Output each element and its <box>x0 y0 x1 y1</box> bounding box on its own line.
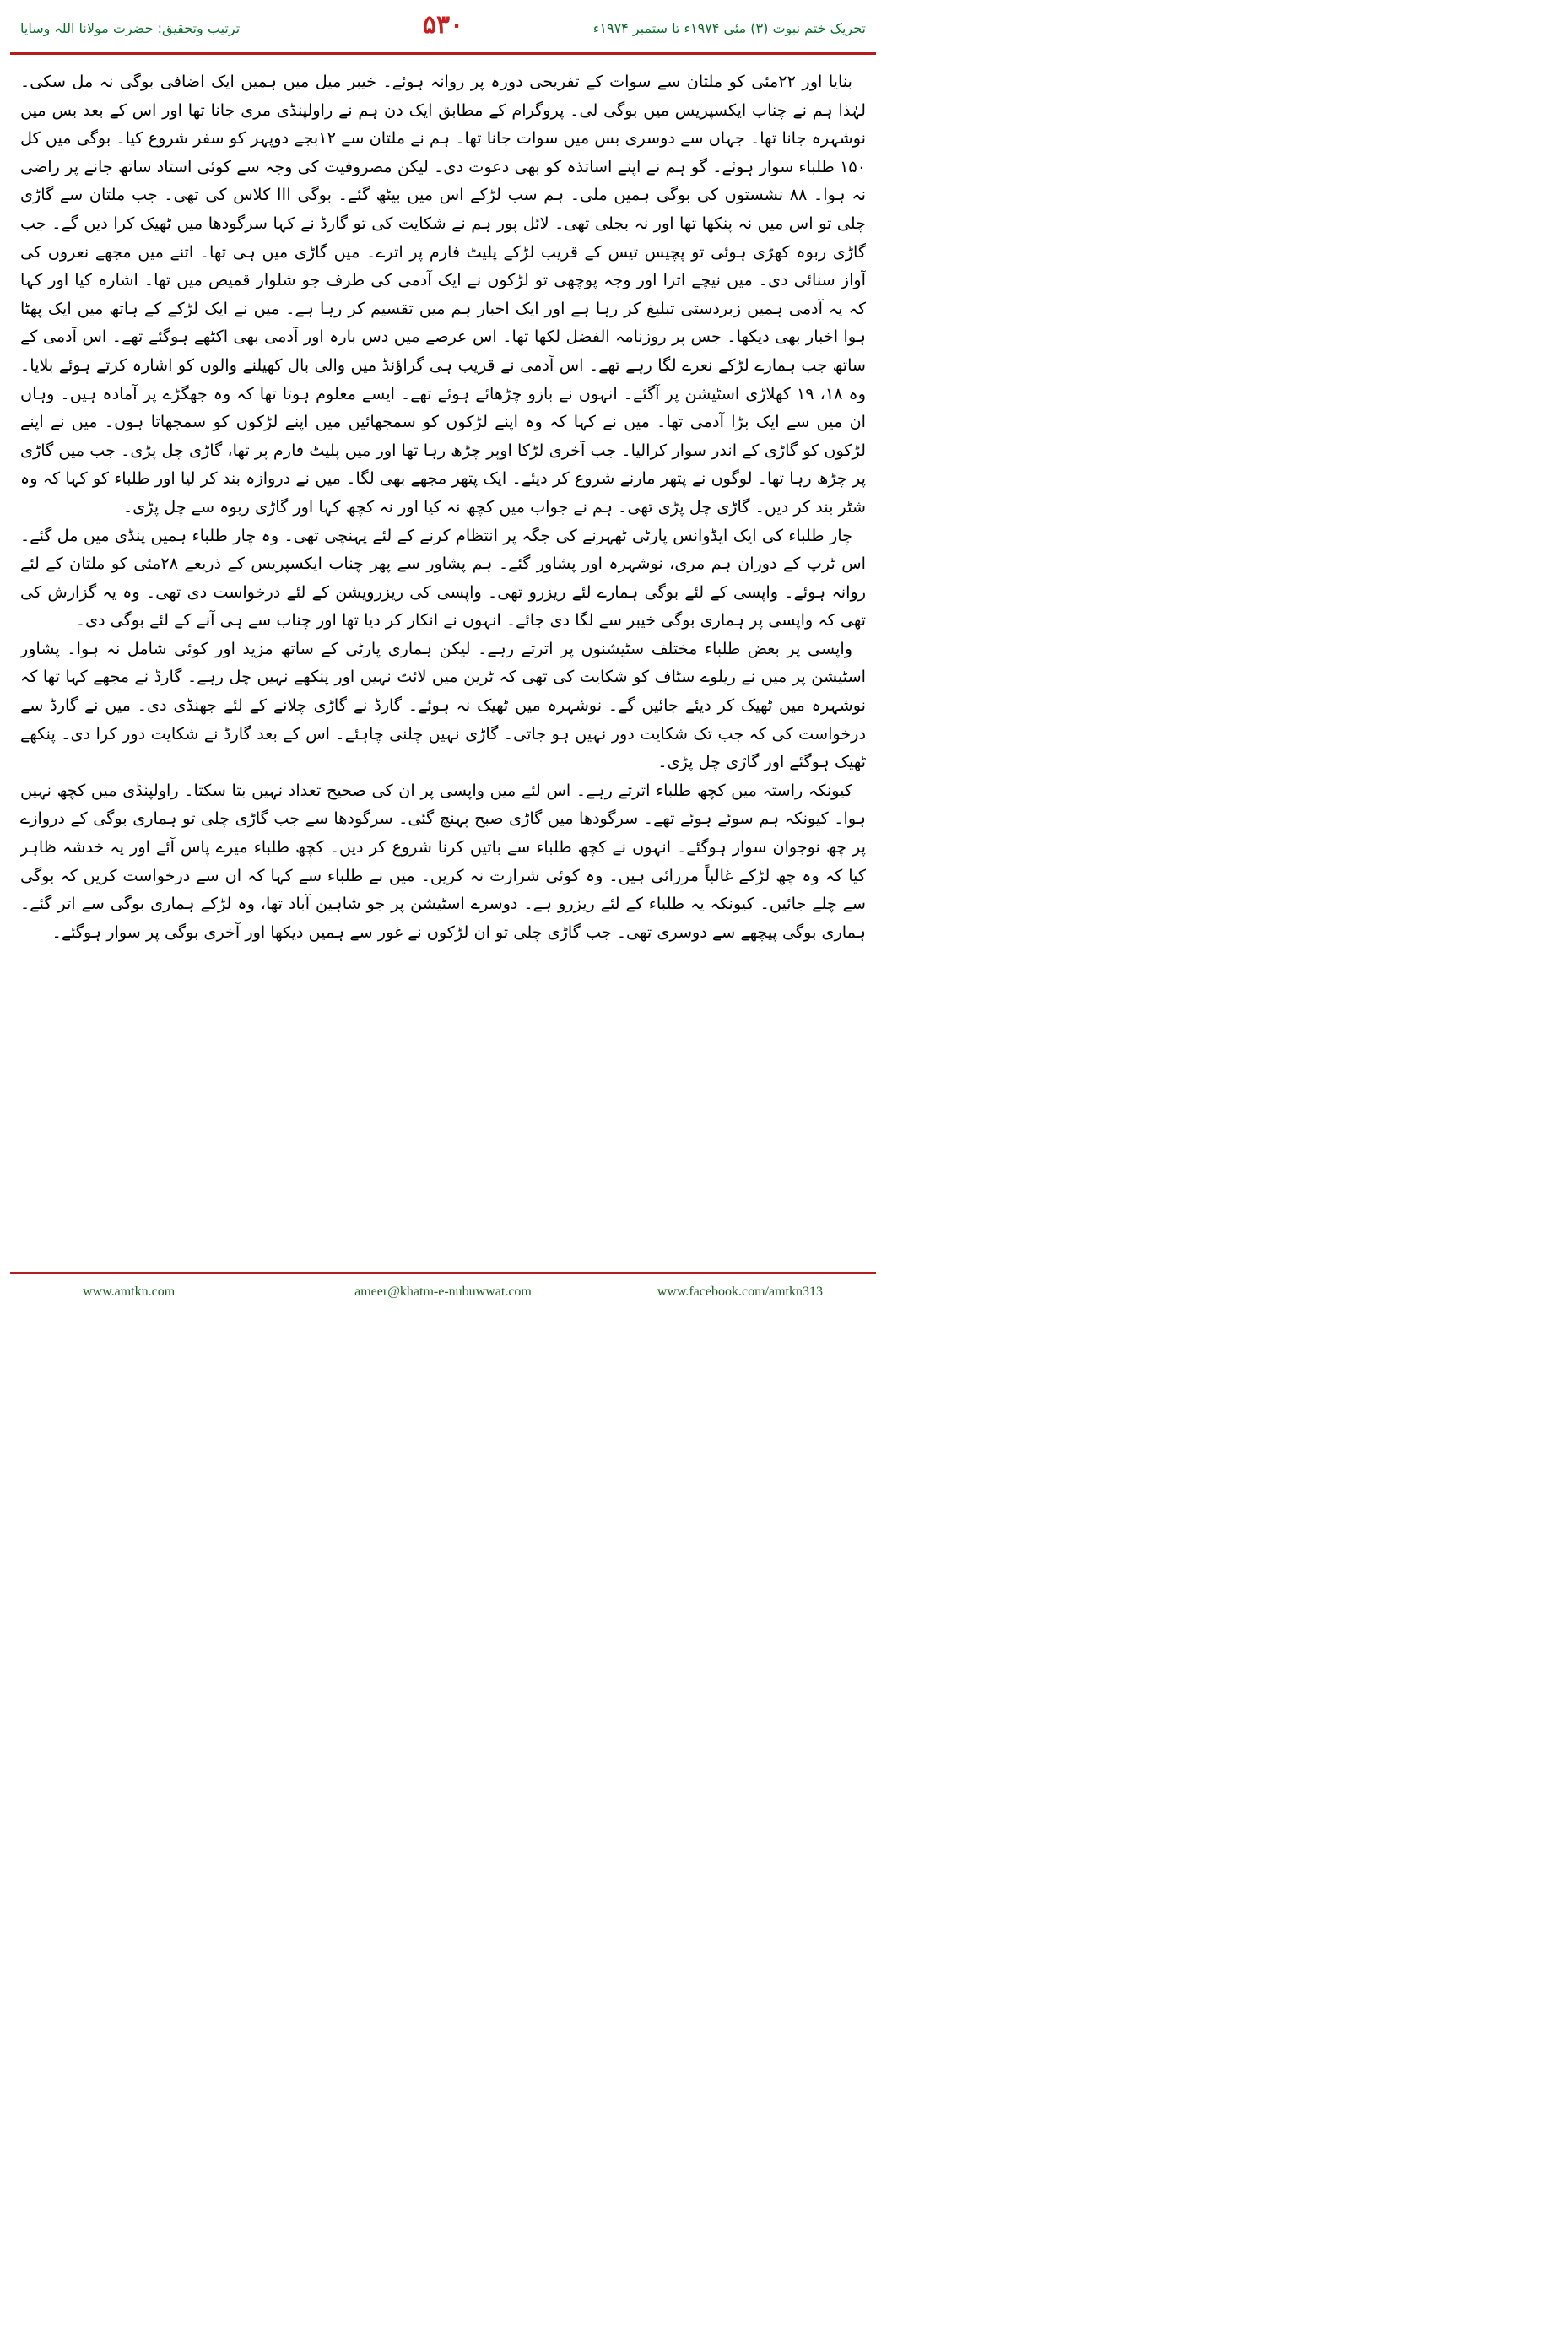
book-title: تحریک ختم نبوت (۳) مئی ۱۹۷۴ء تا ستمبر ۱۹۷۴ء <box>592 20 866 36</box>
page-body <box>20 68 866 1266</box>
page-header <box>0 0 886 51</box>
compiler-credit: ترتیب وتحقیق: حضرت مولانا اللہ وسایا <box>20 20 241 36</box>
facebook-link[interactable]: www.facebook.com/amtkn313 <box>657 1285 823 1299</box>
footer-divider <box>10 1272 876 1274</box>
paragraph: بنایا اور ۲۲مئی کو ملتان سے سوات کے تفریحی دورہ پر روانہ ہوئے۔ خیبر میل میں ہمیں ایک اضافی بوگی نہ مل سکی۔ لہٰذا ہم نے چناب ایکسپریس میں بوگی لی۔ پروگرام کے مطابق ایک دن ہم نے راولپنڈی مری جانا تھا اور اس کے بعد بس میں نوشہرہ جانا تھا۔ جہاں سے دوسری بس میں سوات جانا تھا۔ ہم نے ملتان سے ۱۲بجے دوپہر کو سفر شروع کیا۔ بوگی میں کل ۱۵۰ طلباء سوار ہوئے۔ گو ہم نے اپنے اساتذہ کو بھی دعوت دی۔ لیکن مصروفیت کی وجہ سے کوئی استاد ساتھ جانے پر راضی نہ ہوا۔ ۸۸ نشستوں کی بوگی ہمیں ملی۔ ہم سب لڑکے اس میں بیٹھ گئے۔ بوگی III کلاس کی تھی۔ جب ملتان سے گاڑی چلی تو اس میں نہ پنکھا تھا اور نہ بجلی تھی۔ لائل پور ہم نے شکایت کی تو گارڈ نے کہا سرگودھا میں ٹھیک کرا دیں گے۔ جب گاڑی ربوہ کھڑی ہوئی تو پچیس تیس کے قریب لڑکے پلیٹ فارم پر اترے۔ میں گاڑی میں ہی تھا۔ اتنے میں مجھے نعروں کی آواز سنائی دی۔ میں نیچے اترا اور وجہ پوچھی تو لڑکوں نے ایک آدمی کی طرف جو شلوار قمیص میں تھا۔ اشارہ کیا اور کہا کہ یہ آدمی ہمیں زبردستی تبلیغ کر رہا ہے اور ایک اخبار ہم میں تقسیم کر رہا ہے۔ میں نے ایک لڑکے کے ہاتھ میں ایک پھٹا ہوا اخبار بھی دیکھا۔ جس پر روزنامہ الفضل لکھا تھا۔ اس عرصے میں دس بارہ اور آدمی بھی اکٹھے ہوگئے تھے۔ اس آدمی کے ساتھ جب ہمارے لڑکے نعرے لگا رہے تھے۔ اس آدمی نے قریب ہی گراؤنڈ میں والی بال کھیلنے والوں کو اشارہ کرتے ہوئے بلایا۔ وہ ۱۸، ۱۹ کھلاڑی اسٹیشن پر آگئے۔ انہوں نے بازو چڑھائے ہوئے تھے۔ ایسے معلوم ہوتا تھا کہ وہ جھگڑے پر آمادہ ہیں۔ وہاں ان میں سے ایک بڑا آدمی تھا۔ میں نے کہا کہ وہ اپنے لڑکوں کو سمجھائیں میں اپنے لڑکوں کو سمجھاتا ہوں۔ میں نے اپنے لڑکوں کو گاڑی کے اندر سوار کرالیا۔ جب آخری لڑکا اوپر چڑھ رہا تھا اور میں پلیٹ فارم پر تھا، گاڑی چل پڑی۔ جب میں گاڑی پر چڑھ رہا تھا۔ لوگوں نے پتھر مارنے شروع کر دیئے۔ ایک پتھر مجھے بھی لگا۔ میں نے دروازہ بند کر لیا اور طلباء کو کہا کہ وہ شٹر بند کر دیں۔ گاڑی چل پڑی تھی۔ ہم نے جواب میں کچھ نہ کیا اور نہ کچھ کہا اور گاڑی ربوہ سے چل پڑی۔ <box>20 72 866 517</box>
email-link[interactable]: ameer@khatm-e-nubuwwat.com <box>354 1285 532 1299</box>
paragraph: چار طلباء کی ایک ایڈوانس پارٹی ٹھہرنے کی جگہ پر انتظام کرنے کے لئے پہنچی تھی۔ وہ چار طلباء ہمیں پنڈی میں مل گئے۔ اس ٹرپ کے دوران ہم مری، نوشہرہ اور پشاور گئے۔ ہم پشاور سے پھر چناب ایکسپریس کے ذریعے ۲۸مئی کو ملتان کے لئے روانہ ہوئے۔ واپسی کے لئے بوگی ہمارے لئے ریزرو تھی۔ واپسی کی ریزرویشن کے لئے درخواست دی تھی۔ وہ یہ گزارش کی تھی کہ واپسی پر ہماری بوگی خیبر سے لگا دی جائے۔ انہوں نے انکار کر دیا تھا اور چناب سے ہی آنے کے لئے بوگی دی۔ <box>20 525 866 630</box>
paragraph: کیونکہ راستہ میں کچھ طلباء اترتے رہے۔ اس لئے میں واپسی پر ان کی صحیح تعداد نہیں بتا سکتا۔ راولپنڈی میں کچھ نہیں ہوا۔ کیونکہ ہم سوئے ہوئے تھے۔ سرگودھا میں گاڑی صبح پہنچ گئی۔ سرگودھا سے جب گاڑی چلی تو ہماری بوگی کے دروازے پر چھ نوجوان سوار ہوگئے۔ انہوں نے کچھ طلباء سے باتیں کرنا شروع کر دیں۔ کچھ طلباء میرے پاس آئے اور یہ خدشہ ظاہر کیا کہ وہ چھ لڑکے غالباً مرزائی ہیں۔ وہ کوئی شرارت نہ کریں۔ میں نے طلباء سے کہا کہ ان سے درخواست کریں کہ بوگی سے چلے جائیں۔ کیونکہ یہ طلباء کے لئے ریزرو ہے۔ دوسرے اسٹیشن پر جو شاہین آباد تھا، وہ لڑکے ہماری بوگی سے اتر گئے۔ ہماری بوگی پیچھے سے دوسری تھی۔ جب گاڑی چلی تو ان لڑکوں نے غور سے ہمیں دیکھا اور آخری بوگی پر سوار ہوگئے۔ <box>20 780 866 942</box>
header-divider <box>10 52 876 55</box>
paragraph: واپسی پر بعض طلباء مختلف سٹیشنوں پر اترتے رہے۔ لیکن ہماری پارٹی کے ساتھ مزید اور کوئی شامل نہ ہوا۔ پشاور اسٹیشن پر میں نے ریلوے سٹاف کو شکایت کی تھی کہ ٹرین میں لائٹ نہیں اور پنکھے نہیں چل رہے۔ گارڈ نے مجھے کہا تھا کہ نوشہرہ میں ٹھیک کر دیئے جائیں گے۔ نوشہرہ میں ٹھیک نہ ہوئے۔ گارڈ نے گاڑی چلانے کے لئے جھنڈی دی۔ میں نے گارڈ سے درخواست کی کہ جب تک شکایت دور نہیں ہو جاتی۔ گاڑی نہیں چلنی چاہئے۔ اس کے بعد گارڈ نے شکایت دور کرا دی۔ پنکھے ٹھیک ہوگئے اور گاڑی چل پڑی۔ <box>20 638 866 772</box>
page-number: ۵۳۰ <box>422 10 464 40</box>
page-footer <box>0 1276 886 1308</box>
website-link[interactable]: www.amtkn.com <box>83 1285 176 1299</box>
